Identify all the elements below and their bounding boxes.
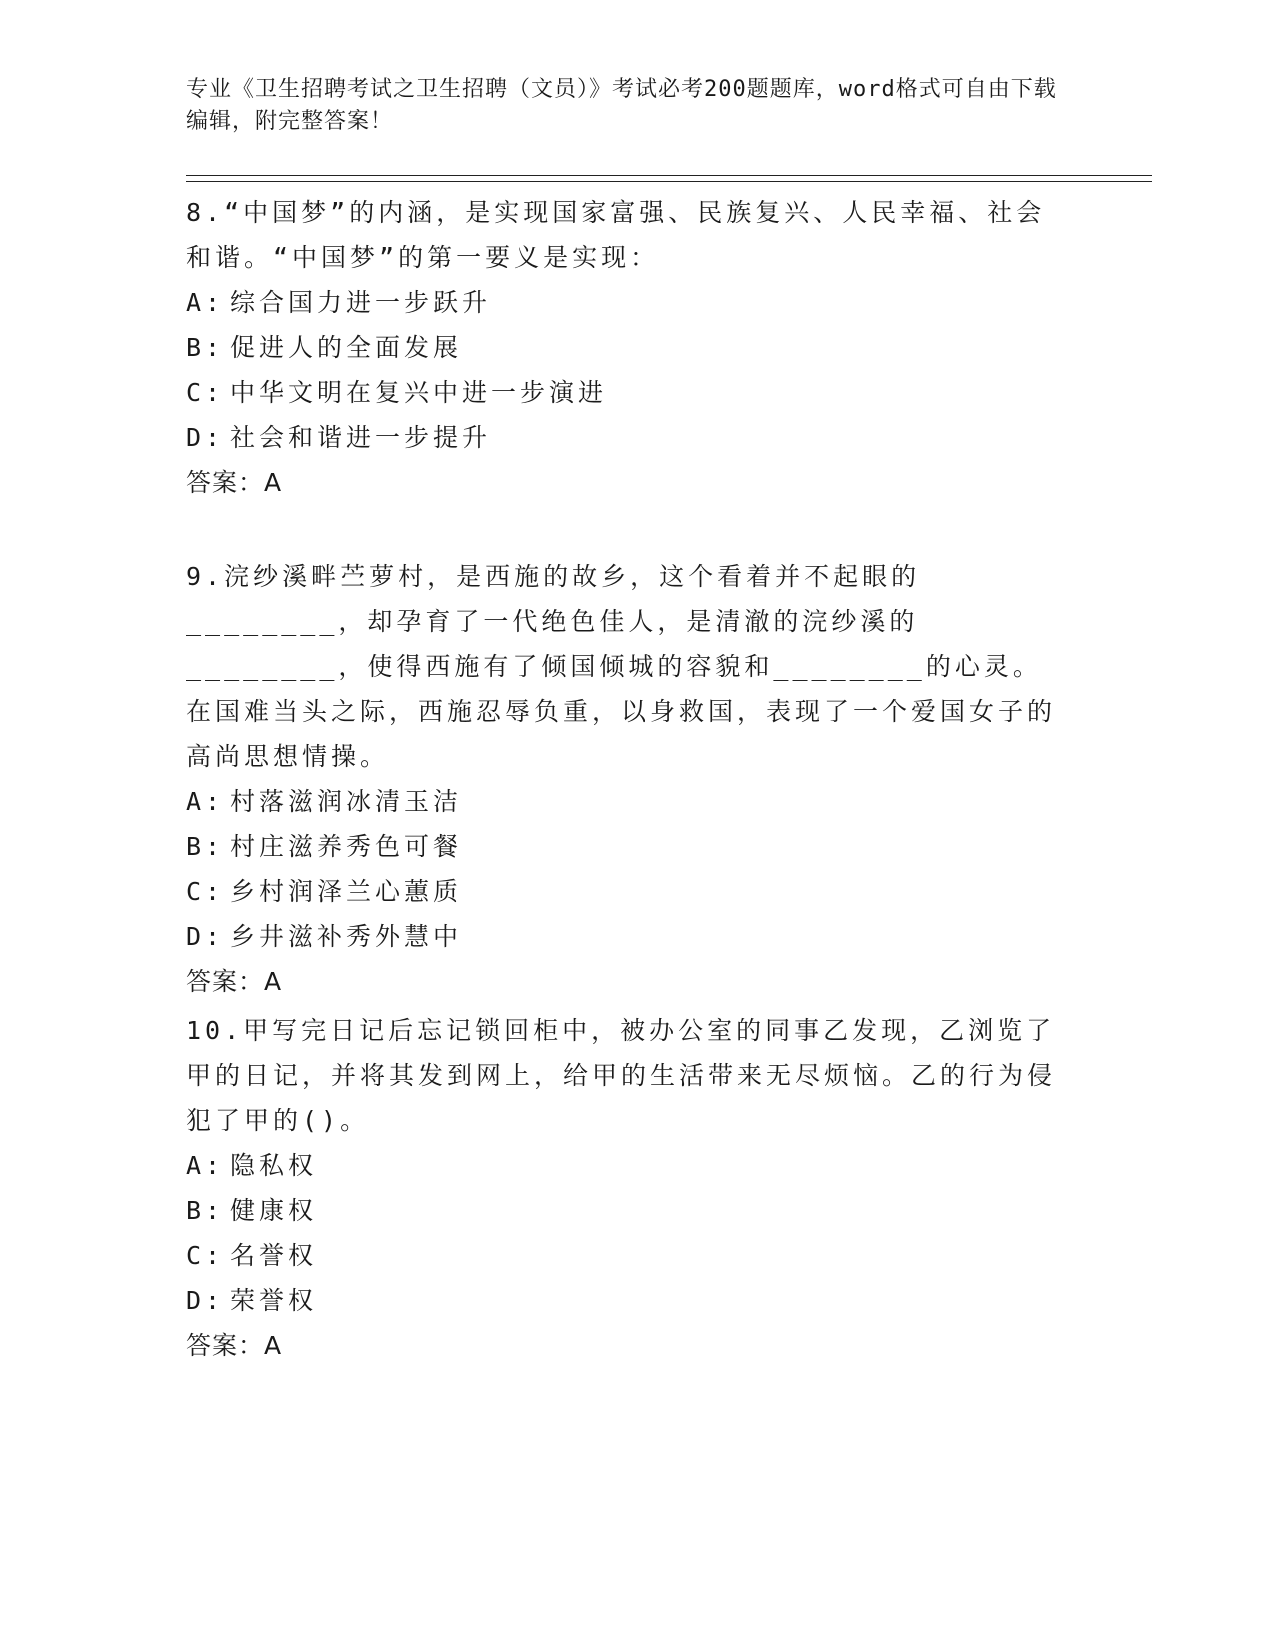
option-text: 村落滋润冰清玉洁 [230, 787, 463, 816]
header-divider-top [186, 175, 1152, 176]
option-text: 名誉权 [230, 1241, 318, 1270]
question-stem: 10.甲写完日记后忘记锁回柜中，被办公室的同事乙发现，乙浏览了甲的日记，并将其发到网上，给甲的生活带来无尽烦恼。乙的行为侵犯了甲的()。 [186, 1016, 1057, 1135]
answer-line: 答案：A [186, 1331, 283, 1360]
option-key: A: [186, 288, 225, 317]
option-text: 中华文明在复兴中进一步演进 [230, 378, 608, 407]
question-8 [186, 190, 1066, 505]
option-b [186, 824, 1066, 869]
question-stem: 9.浣纱溪畔苎萝村，是西施的故乡，这个看着并不起眼的________，却孕育了一代绝色佳人，是清澈的浣纱溪的________，使得西施有了倾国倾城的容貌和________的心灵。在国难当头之际，西施忍辱负重，以身救国，表现了一个爱国女子的高尚思想情操。 [186, 562, 1057, 771]
option-a [186, 280, 1066, 325]
question-10 [186, 1008, 1066, 1368]
option-text: 综合国力进一步跃升 [230, 288, 492, 317]
option-d [186, 1278, 1066, 1323]
option-text: 乡井滋补秀外慧中 [230, 922, 463, 951]
option-text: 健康权 [230, 1196, 318, 1225]
option-key: A: [186, 1151, 225, 1180]
document-header: 专业《卫生招聘考试之卫生招聘（文员）》考试必考200题题库，word格式可自由下载编辑，附完整答案！ [186, 77, 1057, 134]
option-text: 乡村润泽兰心蕙质 [230, 877, 463, 906]
option-text: 促进人的全面发展 [230, 333, 463, 362]
option-key: B: [186, 1196, 225, 1225]
option-b [186, 325, 1066, 370]
option-b [186, 1188, 1066, 1233]
option-key: B: [186, 333, 225, 362]
option-key: D: [186, 922, 225, 951]
option-a [186, 1143, 1066, 1188]
option-text: 村庄滋养秀色可餐 [230, 832, 463, 861]
option-key: C: [186, 877, 225, 906]
option-d [186, 415, 1066, 460]
option-key: D: [186, 423, 225, 452]
answer-line: 答案：A [186, 468, 283, 497]
answer-line: 答案：A [186, 967, 283, 996]
option-text: 社会和谐进一步提升 [230, 423, 492, 452]
question-stem: 8.“中国梦”的内涵，是实现国家富强、民族复兴、人民幸福、社会和谐。“中国梦”的第一要义是实现： [186, 198, 1046, 272]
option-text: 荣誉权 [230, 1286, 318, 1315]
option-a [186, 779, 1066, 824]
option-key: A: [186, 787, 225, 816]
option-key: C: [186, 1241, 225, 1270]
option-text: 隐私权 [230, 1151, 318, 1180]
option-c [186, 370, 1066, 415]
option-c [186, 1233, 1066, 1278]
question-9 [186, 554, 1066, 1004]
option-c [186, 869, 1066, 914]
option-key: C: [186, 378, 225, 407]
option-key: D: [186, 1286, 225, 1315]
option-d [186, 914, 1066, 959]
option-key: B: [186, 832, 225, 861]
header-divider-bottom [186, 181, 1152, 182]
